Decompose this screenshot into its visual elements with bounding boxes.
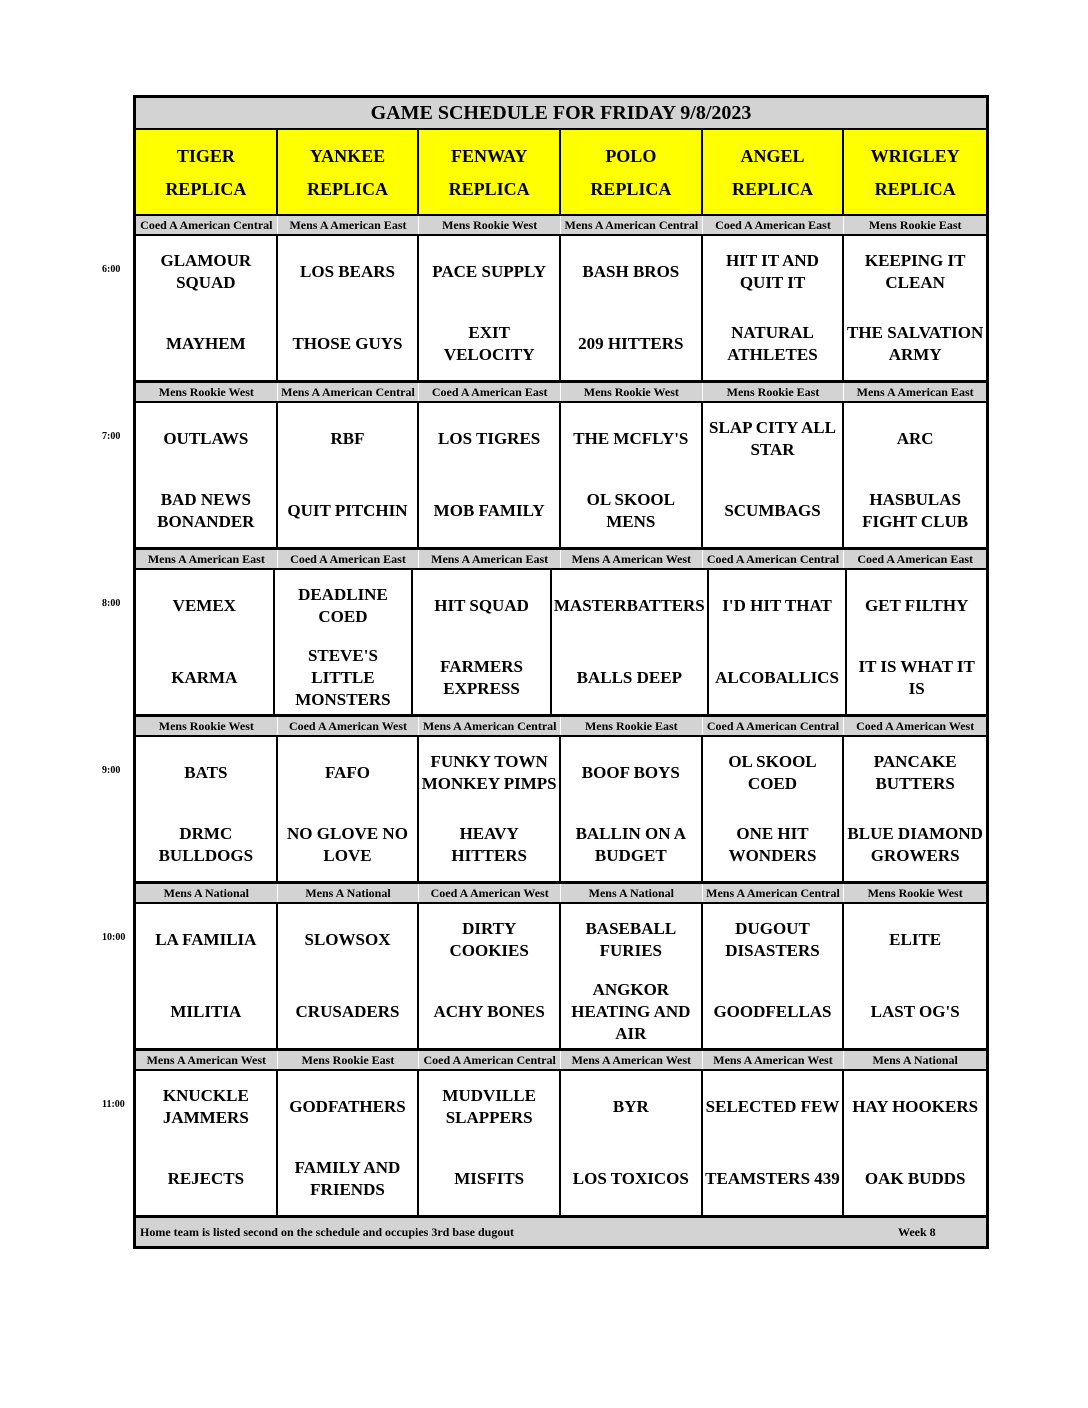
home-team: HASBULAS FIGHT CLUB: [862, 490, 969, 531]
game-cell: [275, 570, 414, 714]
away-team: MASTERBATTERS: [553, 596, 705, 615]
division-label: Coed A American Central: [419, 1051, 561, 1069]
game-row: [136, 236, 986, 383]
home-team: GOODFELLAS: [713, 1002, 832, 1021]
field-name: ANGEL: [740, 146, 805, 166]
division-label: Coed A American East: [703, 216, 845, 234]
game-cell: [136, 1071, 278, 1215]
game-cell: [844, 737, 986, 881]
game-cell: [419, 236, 561, 380]
home-team: SCUMBAGS: [724, 501, 821, 520]
division-label: Mens A American East: [856, 385, 974, 399]
division-label: Coed A American East: [419, 383, 561, 401]
home-team: REJECTS: [167, 1169, 245, 1188]
game-cell: [419, 904, 561, 1048]
home-team: STEVE'S LITTLE MONSTERS: [295, 646, 391, 709]
field-header: [419, 130, 561, 216]
division-label: Coed A American Central: [136, 216, 278, 234]
away-team: HAY HOOKERS: [852, 1097, 979, 1116]
field-header: [561, 130, 703, 216]
home-team: MOB FAMILY: [433, 501, 545, 520]
home-team: MAYHEM: [166, 334, 246, 353]
home-team: CRUSADERS: [295, 1002, 400, 1021]
division-label: Mens A National: [561, 884, 703, 902]
division-label: Mens Rookie East: [278, 1051, 420, 1069]
division-label: Mens Rookie West: [136, 383, 278, 401]
away-team: HIT SQUAD: [434, 596, 529, 615]
time-label: 7:00: [102, 431, 121, 442]
home-team: THE SALVATION ARMY: [847, 323, 984, 364]
away-team: SLAP CITY ALL STAR: [709, 418, 836, 459]
division-label: Coed A American West: [856, 719, 975, 733]
field-name: POLO: [605, 146, 657, 166]
game-cell: [844, 236, 986, 380]
away-team: I'D HIT THAT: [722, 596, 832, 615]
home-team: BAD NEWS BONANDER: [157, 490, 255, 531]
game-row: [136, 737, 986, 884]
away-team: SLOWSOX: [304, 930, 391, 949]
home-team: NATURAL ATHLETES: [727, 323, 818, 364]
home-team: EXIT VELOCITY: [443, 323, 535, 364]
game-cell: [561, 904, 703, 1048]
home-team: IT IS WHAT IT IS: [858, 657, 975, 698]
home-team: DRMC BULLDOGS: [158, 824, 254, 865]
home-team: 209 HITTERS: [578, 334, 684, 353]
game-slots: [136, 216, 986, 1218]
game-cell: [703, 904, 845, 1048]
away-team: PANCAKE BUTTERS: [873, 752, 957, 793]
game-row: [136, 1071, 986, 1218]
division-label: Mens Rookie West: [867, 886, 963, 900]
division-label: Mens A American Central: [561, 216, 703, 234]
division-row: [136, 550, 986, 570]
game-cell: [278, 403, 420, 547]
home-team: NO GLOVE NO LOVE: [287, 824, 408, 865]
home-team: BALLIN ON A BUDGET: [575, 824, 687, 865]
away-team: BOOF BOYS: [581, 763, 680, 782]
game-cell: [278, 737, 420, 881]
home-team: FARMERS EXPRESS: [440, 657, 523, 698]
game-cell: [703, 737, 845, 881]
schedule-table: [133, 95, 989, 1249]
away-team: VEMEX: [172, 596, 236, 615]
division-label: Mens A American West: [136, 1051, 278, 1069]
division-row: [136, 884, 986, 904]
division-label: Mens A National: [136, 884, 278, 902]
division-label: Mens A National: [278, 884, 420, 902]
away-team: GODFATHERS: [289, 1097, 406, 1116]
game-cell: [552, 570, 709, 714]
game-cell: [136, 737, 278, 881]
away-team: FUNKY TOWN MONKEY PIMPS: [421, 752, 557, 793]
schedule-footer: [136, 1218, 986, 1246]
away-team: OUTLAWS: [163, 429, 249, 448]
home-team: LOS TOXICOS: [572, 1169, 689, 1188]
away-team: GET FILTHY: [864, 596, 969, 615]
away-team: HIT IT AND QUIT IT: [726, 251, 819, 292]
away-team: OL SKOOL COED: [728, 752, 817, 793]
division-label: Mens A American West: [561, 1051, 703, 1069]
home-team: QUIT PITCHIN: [287, 501, 408, 520]
home-team: FAMILY AND FRIENDS: [294, 1158, 401, 1199]
away-team: THE MCFLY'S: [573, 429, 689, 448]
game-row: [136, 403, 986, 550]
division-row: [136, 216, 986, 236]
home-team: THOSE GUYS: [292, 334, 403, 353]
game-cell: [561, 1071, 703, 1215]
game-cell: [561, 403, 703, 547]
home-team: MILITIA: [170, 1002, 242, 1021]
game-cell: [419, 1071, 561, 1215]
home-team: OL SKOOL MENS: [586, 490, 675, 531]
game-cell: [419, 737, 561, 881]
game-cell: [136, 570, 275, 714]
away-team: GLAMOUR SQUAD: [160, 251, 252, 292]
division-label: Mens Rookie West: [561, 383, 703, 401]
home-team: HEAVY HITTERS: [451, 824, 527, 865]
field-name: WRIGLEY: [870, 146, 960, 166]
field-header: [844, 130, 986, 216]
game-cell: [703, 236, 845, 380]
game-row: [136, 904, 986, 1051]
division-label: Coed A American Central: [703, 717, 845, 735]
away-team: FAFO: [324, 763, 370, 782]
division-label: Coed A American Central: [703, 550, 845, 568]
week-label: Week 8: [898, 1225, 936, 1239]
away-team: DUGOUT DISASTERS: [725, 919, 820, 960]
division-row: [136, 383, 986, 403]
game-cell: [136, 236, 278, 380]
game-cell: [278, 1071, 420, 1215]
home-team: MISFITS: [454, 1169, 525, 1188]
away-team: ELITE: [889, 930, 942, 949]
division-label: Coed A American West: [419, 884, 561, 902]
field-name: TIGER: [176, 146, 235, 166]
game-cell: [136, 904, 278, 1048]
division-label: Mens A American Central: [703, 884, 845, 902]
game-cell: [703, 1071, 845, 1215]
division-label: Mens A American East: [278, 216, 420, 234]
away-team: BYR: [612, 1097, 649, 1116]
division-label: Mens A American East: [419, 550, 561, 568]
home-team: ALCOBALLICS: [715, 668, 839, 687]
away-team: MUDVILLE SLAPPERS: [442, 1086, 536, 1127]
away-team: LOS TIGRES: [438, 429, 541, 448]
game-cell: [844, 1071, 986, 1215]
division-label: Mens Rookie West: [419, 216, 561, 234]
division-label: Mens A National: [872, 1053, 958, 1067]
away-team: BATS: [184, 763, 228, 782]
field-subtitle: REPLICA: [731, 179, 813, 199]
home-team: LAST OG'S: [870, 1002, 960, 1021]
time-label: 6:00: [102, 264, 121, 275]
division-label: Mens Rookie East: [703, 383, 845, 401]
away-team: ARC: [896, 429, 934, 448]
division-label: Mens A American West: [703, 1051, 845, 1069]
game-cell: [844, 904, 986, 1048]
field-header: [703, 130, 845, 216]
away-team: BASH BROS: [582, 262, 680, 281]
game-cell: [136, 403, 278, 547]
field-name: YANKEE: [309, 146, 386, 166]
field-subtitle: REPLICA: [306, 179, 388, 199]
division-label: Mens A American Central: [419, 717, 561, 735]
field-header-row: [136, 130, 986, 216]
field-subtitle: REPLICA: [448, 179, 530, 199]
game-cell: [278, 904, 420, 1048]
away-team: DIRTY COOKIES: [449, 919, 529, 960]
division-label: Mens A American East: [136, 550, 278, 568]
field-subtitle: REPLICA: [590, 179, 672, 199]
field-name: FENWAY: [450, 146, 528, 166]
away-team: SELECTED FEW: [705, 1097, 840, 1116]
division-row: [136, 717, 986, 737]
division-label: Mens Rookie West: [136, 717, 278, 735]
division-label: Coed A American East: [857, 552, 973, 566]
division-label: Mens Rookie East: [868, 218, 962, 232]
field-subtitle: REPLICA: [165, 179, 247, 199]
home-team: ONE HIT WONDERS: [728, 824, 817, 865]
time-label: 9:00: [102, 765, 121, 776]
game-cell: [561, 236, 703, 380]
field-header: [136, 130, 278, 216]
home-team: TEAMSTERS 439: [705, 1169, 840, 1188]
division-row: [136, 1051, 986, 1071]
home-team: BLUE DIAMOND GROWERS: [847, 824, 983, 865]
away-team: RBF: [330, 429, 365, 448]
away-team: KEEPING IT CLEAN: [864, 251, 966, 292]
game-row: [136, 570, 986, 717]
game-cell: [847, 570, 986, 714]
field-header: [278, 130, 420, 216]
time-label: 10:00: [102, 932, 126, 943]
away-team: DEADLINE COED: [298, 585, 388, 626]
time-label: 11:00: [102, 1099, 125, 1110]
game-cell: [709, 570, 848, 714]
away-team: PACE SUPPLY: [432, 262, 547, 281]
game-cell: [419, 403, 561, 547]
home-team: ANGKOR HEATING AND AIR: [571, 980, 691, 1043]
time-label: 8:00: [102, 598, 121, 609]
home-team: ACHY BONES: [433, 1002, 545, 1021]
game-cell: [278, 236, 420, 380]
division-label: Coed A American East: [278, 550, 420, 568]
division-label: Mens Rookie East: [561, 717, 703, 735]
home-team: BALLS DEEP: [576, 668, 682, 687]
division-label: Mens A American Central: [278, 383, 420, 401]
game-cell: [844, 403, 986, 547]
division-label: Coed A American West: [278, 717, 420, 735]
home-team: KARMA: [171, 668, 238, 687]
game-cell: [413, 570, 552, 714]
game-cell: [561, 737, 703, 881]
away-team: KNUCKLE JAMMERS: [162, 1086, 249, 1127]
away-team: BASEBALL FURIES: [585, 919, 677, 960]
away-team: LOS BEARS: [300, 262, 395, 281]
game-cell: [703, 403, 845, 547]
home-team-note: Home team is listed second on the schedule and occupies 3rd base dugout: [140, 1225, 515, 1239]
home-team: OAK BUDDS: [864, 1169, 966, 1188]
division-label: Mens A American West: [561, 550, 703, 568]
schedule-title: GAME SCHEDULE FOR FRIDAY 9/8/2023: [136, 98, 986, 130]
field-subtitle: REPLICA: [874, 179, 956, 199]
away-team: LA FAMILIA: [155, 930, 257, 949]
